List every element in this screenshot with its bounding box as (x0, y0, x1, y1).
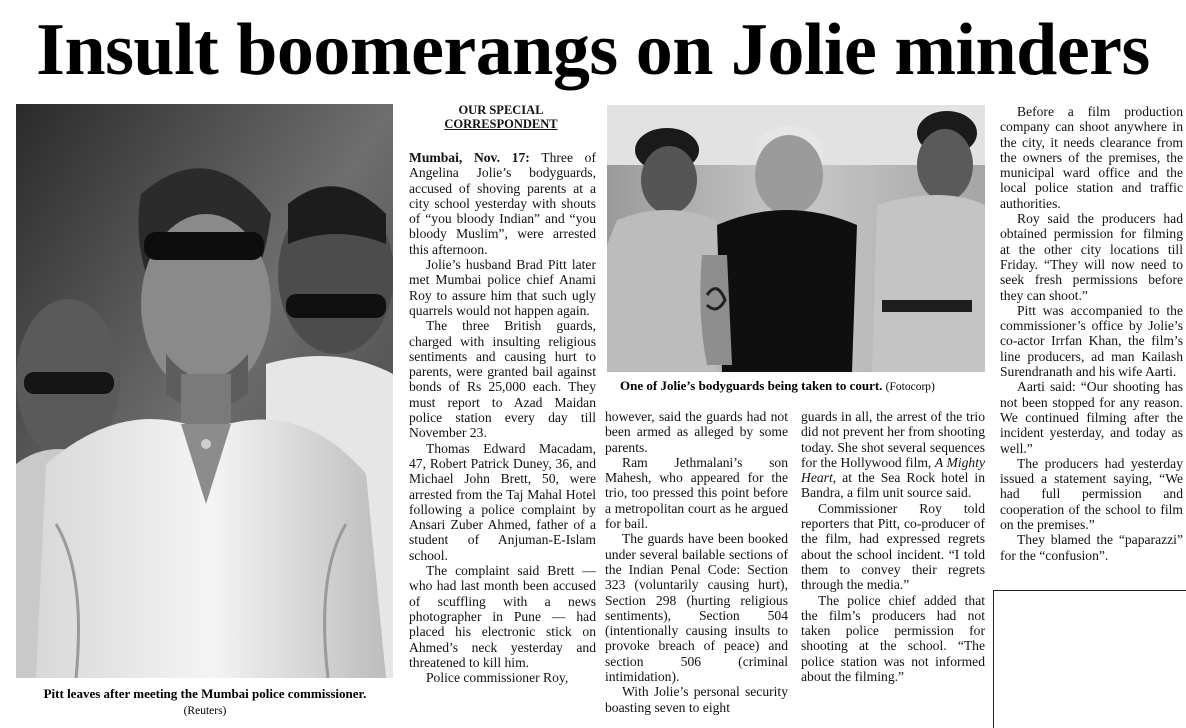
paragraph-text: , at the Sea Rock hotel in Bandra, a film unit source said. (801, 470, 985, 501)
paragraph (801, 409, 985, 501)
paragraph: Roy said the producers had obtained permission for filming at the other city locations till Friday. “They will now need to seek fresh permissions before they can shoot.” (1000, 211, 1183, 303)
photo-bodyguard-caption (620, 378, 990, 395)
paragraph: however, said the guards had not been armed as alleged by some parents. (605, 409, 788, 455)
paragraph: The three British guards, charged with insulting religious sentiments and causing hurt to parents, were granted bail against bonds of Rs 25,000 each. They must report to Azad Maidan police station every day till November 23. (409, 318, 596, 441)
paragraph: The producers had yesterday issued a statement saying, “We had full permission and cooperation of the school to film on the premises.” (1000, 455, 1183, 533)
paragraph: The police chief added that the film’s producers had not taken police permission for shooting at the school. “The police station was not informed about the filming.” (801, 592, 985, 685)
caption-text: One of Jolie’s bodyguards being taken to court. (620, 378, 883, 393)
caption-credit: (Fotocorp) (885, 381, 935, 393)
paragraph-text: guards in all, the arrest of the trio did not prevent her from shooting today. She shot several sequences for the Hollywood film, (801, 409, 985, 470)
paragraph (409, 150, 596, 257)
paragraph: The complaint said Brett — who had last month been accused of scuffling with a news photographer in Pune — had placed his electronic stick on Ahmed’s neck yesterday and threatened to kill him. (409, 563, 596, 670)
article-column-1 (409, 150, 596, 685)
caption-text: Pitt leaves after meeting the Mumbai police commissioner. (43, 686, 367, 701)
paragraph: Commissioner Roy told reporters that Pitt, co-producer of the film, had expressed regrets about the school incident. “I told them to convey their regrets through the media.” (801, 500, 985, 593)
paragraph: Police commissioner Roy, (426, 670, 569, 686)
photo-bodyguard (607, 105, 985, 372)
byline (404, 103, 598, 131)
article-column-3 (801, 409, 985, 684)
byline-line-1: OUR SPECIAL (458, 103, 544, 117)
paragraph: Thomas Edward Macadam, 47, Robert Patrick Duney, 36, and Michael John Brett, 50, were arrested from the Taj Mahal Hotel following a police complaint by Ansari Zuber Ahmed, father of a student of Anjuman-E-Islam school. (409, 440, 596, 563)
photo-pitt (16, 104, 393, 678)
paragraph: The guards have been booked under several bailable sections of the Indian Penal Code: Section 323 (voluntarily causing hurt), Section 298 (hurting religious sentiments), Section 504 (intentionally causing insults to provoke breach of peace) and section 506 (criminal intimidation). (605, 531, 788, 685)
photo-bodyguard-image (607, 105, 985, 372)
paragraph: Ram Jethmalani’s son Mahesh, who appeared for the trio, too pressed this point before a metropolitan court as he argued for bail. (605, 454, 788, 532)
paragraph: Jolie’s husband Brad Pitt later met Mumbai police chief Anami Roy to assure him that such ugly quarrels would not happen again. (409, 257, 596, 318)
film-title: A Mighty Heart (801, 454, 986, 486)
paragraph: Pitt was accompanied to the commissioner’s office by Jolie’s co-actor Irrfan Khan, the film’s line producers, ad man Kailash Surendranath and his wife Aarti. (1000, 302, 1183, 380)
headline: Insult boomerangs on Jolie minders (36, 9, 1150, 91)
photo-pitt-image (16, 104, 393, 678)
dateline: Mumbai, Nov. 17: (409, 150, 530, 165)
article-column-2 (605, 409, 788, 715)
photo-pitt-caption (30, 686, 380, 719)
caption-credit: (Reuters) (183, 705, 227, 717)
paragraph: Aarti said: “Our shooting has not been stopped for any reason. We continued filming after the incident yesterday, and today as well.” (1000, 379, 1183, 456)
paragraph: They blamed the “paparazzi” for the “confusion”. (1000, 532, 1183, 563)
article-column-4 (1000, 104, 1183, 563)
byline-line-2: CORRESPONDENT (444, 117, 558, 131)
paragraph-text: Three of Angelina Jolie’s bodyguards, accused of shoving parents at a city school yesterday with shouts of “you bloody Indian” and “you bloody Muslim”, were arrested this afternoon. (409, 150, 596, 257)
paragraph: Before a film production company can shoot anywhere in the city, it needs clearance from the owners of the premises, the municipal ward office and the local police station and traffic authorities. (1000, 104, 1183, 211)
box-rule (993, 590, 1186, 728)
paragraph: With Jolie’s personal security boasting seven to eight (605, 684, 788, 715)
